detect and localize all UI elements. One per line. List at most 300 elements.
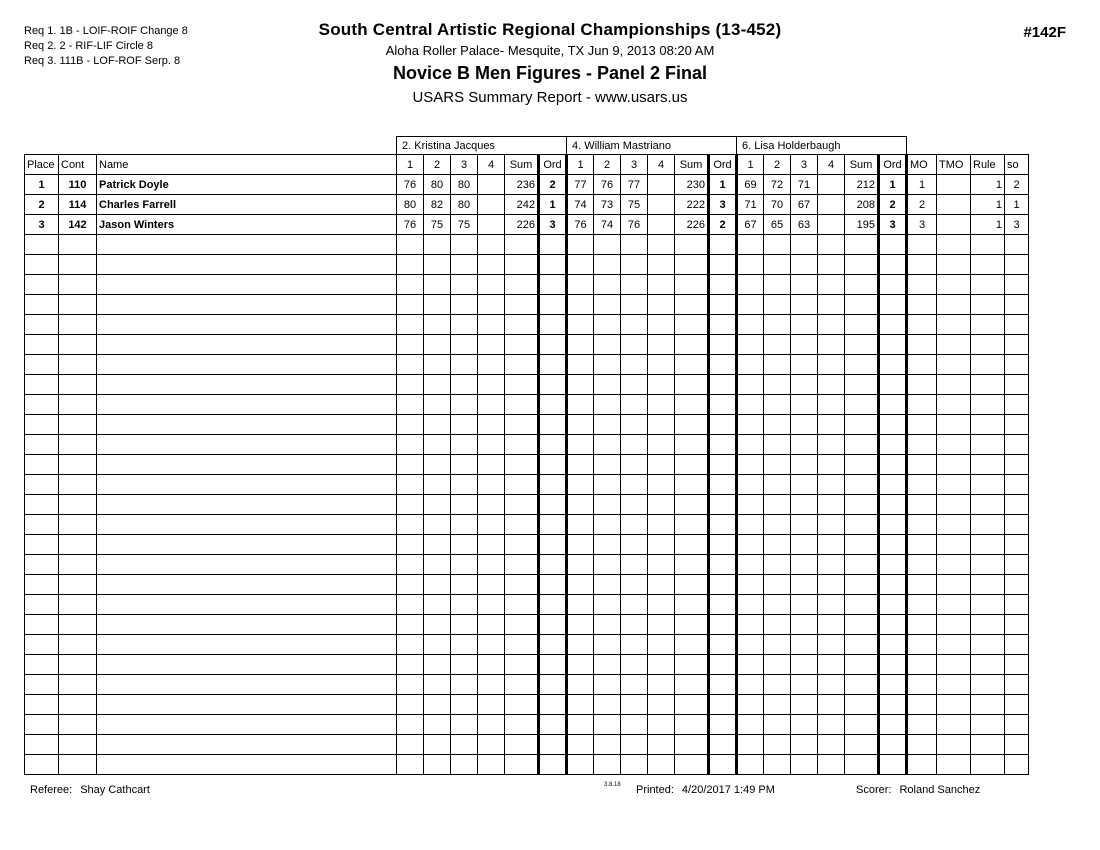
empty-cell: [1005, 715, 1029, 735]
empty-cell: [621, 695, 648, 715]
empty-cell: [764, 255, 791, 275]
empty-cell: [845, 455, 879, 475]
empty-ord-cell: [539, 755, 567, 775]
empty-cell: [675, 275, 709, 295]
col-header-4: 4: [818, 155, 845, 175]
empty-cell: [397, 595, 424, 615]
empty-cell: [59, 715, 97, 735]
empty-row: [25, 535, 1029, 555]
empty-cell: [675, 515, 709, 535]
referee-name: Shay Cathcart: [80, 784, 150, 796]
ord-cell: 2: [879, 195, 907, 215]
empty-cell: [937, 275, 971, 295]
cont-cell: 114: [59, 195, 97, 215]
empty-cell: [59, 655, 97, 675]
judge-row-spacer-left: [25, 137, 397, 155]
empty-ord-cell: [539, 675, 567, 695]
sum-cell: 222: [675, 195, 709, 215]
empty-cell: [737, 335, 764, 355]
empty-cell: [907, 395, 937, 415]
empty-cell: [397, 395, 424, 415]
empty-cell: [648, 335, 675, 355]
mo-cell: 1: [907, 175, 937, 195]
place-cell: 2: [25, 195, 59, 215]
empty-ord-cell: [879, 455, 907, 475]
empty-cell: [594, 495, 621, 515]
empty-cell: [764, 275, 791, 295]
empty-cell: [621, 335, 648, 355]
empty-cell: [451, 675, 478, 695]
empty-cell: [791, 755, 818, 775]
empty-cell: [25, 595, 59, 615]
empty-cell: [648, 675, 675, 695]
empty-cell: [594, 655, 621, 675]
score-cell: 77: [567, 175, 594, 195]
empty-cell: [1005, 535, 1029, 555]
empty-cell: [648, 415, 675, 435]
empty-cell: [907, 315, 937, 335]
col-header-3: 3: [451, 155, 478, 175]
empty-cell: [397, 715, 424, 735]
empty-cell: [567, 535, 594, 555]
empty-ord-cell: [539, 355, 567, 375]
empty-cell: [764, 675, 791, 695]
empty-cell: [907, 755, 937, 775]
empty-ord-cell: [709, 295, 737, 315]
empty-ord-cell: [539, 475, 567, 495]
empty-ord-cell: [879, 395, 907, 415]
empty-cell: [59, 355, 97, 375]
mo-cell: 3: [907, 215, 937, 235]
event-number: #142F: [1023, 24, 1066, 41]
empty-cell: [737, 495, 764, 515]
empty-cell: [451, 415, 478, 435]
empty-cell: [675, 435, 709, 455]
empty-ord-cell: [539, 735, 567, 755]
empty-cell: [818, 475, 845, 495]
column-header-row: [25, 155, 1029, 175]
empty-cell: [594, 435, 621, 455]
empty-cell: [478, 275, 505, 295]
empty-ord-cell: [709, 475, 737, 495]
empty-cell: [397, 675, 424, 695]
empty-cell: [25, 695, 59, 715]
empty-cell: [737, 275, 764, 295]
empty-cell: [59, 235, 97, 255]
empty-ord-cell: [709, 735, 737, 755]
empty-cell: [505, 455, 539, 475]
empty-ord-cell: [539, 335, 567, 355]
empty-cell: [25, 555, 59, 575]
empty-cell: [424, 675, 451, 695]
empty-cell: [818, 555, 845, 575]
empty-cell: [451, 635, 478, 655]
empty-ord-cell: [879, 335, 907, 355]
empty-cell: [764, 655, 791, 675]
score-cell: [648, 175, 675, 195]
empty-ord-cell: [879, 415, 907, 435]
empty-cell: [845, 515, 879, 535]
empty-cell: [25, 235, 59, 255]
empty-cell: [594, 395, 621, 415]
empty-cell: [818, 635, 845, 655]
empty-cell: [59, 475, 97, 495]
empty-ord-cell: [539, 295, 567, 315]
empty-cell: [424, 435, 451, 455]
empty-ord-cell: [539, 635, 567, 655]
empty-cell: [621, 715, 648, 735]
empty-cell: [594, 715, 621, 735]
empty-row: [25, 635, 1029, 655]
empty-ord-cell: [879, 475, 907, 495]
empty-cell: [907, 435, 937, 455]
empty-cell: [937, 315, 971, 335]
empty-cell: [25, 675, 59, 695]
empty-cell: [424, 395, 451, 415]
empty-cell: [424, 375, 451, 395]
empty-cell: [845, 575, 879, 595]
empty-cell: [648, 255, 675, 275]
empty-cell: [397, 735, 424, 755]
empty-cell: [764, 475, 791, 495]
empty-cell: [59, 675, 97, 695]
empty-cell: [594, 555, 621, 575]
empty-ord-cell: [879, 755, 907, 775]
empty-cell: [764, 355, 791, 375]
score-cell: 73: [594, 195, 621, 215]
empty-cell: [907, 355, 937, 375]
empty-cell: [737, 235, 764, 255]
empty-cell: [505, 495, 539, 515]
score-cell: 76: [594, 175, 621, 195]
empty-ord-cell: [539, 375, 567, 395]
empty-ord-cell: [879, 375, 907, 395]
empty-cell: [937, 595, 971, 615]
col-header-4: 4: [478, 155, 505, 175]
empty-ord-cell: [709, 335, 737, 355]
empty-ord-cell: [539, 615, 567, 635]
empty-ord-cell: [709, 635, 737, 655]
empty-cell: [567, 435, 594, 455]
empty-cell: [791, 435, 818, 455]
empty-row: [25, 235, 1029, 255]
empty-cell: [59, 295, 97, 315]
empty-cell: [675, 495, 709, 515]
empty-cell: [907, 255, 937, 275]
empty-cell: [505, 675, 539, 695]
empty-cell: [25, 735, 59, 755]
empty-cell: [845, 235, 879, 255]
empty-cell: [971, 315, 1005, 335]
empty-cell: [451, 615, 478, 635]
empty-cell: [937, 355, 971, 375]
empty-cell: [791, 535, 818, 555]
empty-cell: [97, 335, 397, 355]
empty-cell: [907, 335, 937, 355]
col-header-sum: Sum: [505, 155, 539, 175]
empty-cell: [648, 755, 675, 775]
empty-cell: [97, 715, 397, 735]
empty-ord-cell: [539, 555, 567, 575]
col-header-1: 1: [737, 155, 764, 175]
empty-cell: [907, 415, 937, 435]
empty-cell: [451, 715, 478, 735]
venue-date-line: Aloha Roller Palace- Mesquite, TX Jun 9, 2013 08:20 AM: [385, 43, 715, 58]
empty-ord-cell: [709, 655, 737, 675]
empty-cell: [59, 255, 97, 275]
empty-cell: [764, 315, 791, 335]
empty-cell: [97, 295, 397, 315]
empty-cell: [478, 255, 505, 275]
empty-cell: [59, 555, 97, 575]
score-cell: 75: [621, 195, 648, 215]
empty-cell: [971, 375, 1005, 395]
empty-cell: [791, 715, 818, 735]
empty-cell: [621, 235, 648, 255]
score-cell: [818, 175, 845, 195]
empty-ord-cell: [539, 595, 567, 615]
empty-cell: [791, 255, 818, 275]
empty-cell: [791, 415, 818, 435]
empty-cell: [971, 555, 1005, 575]
empty-cell: [818, 235, 845, 255]
empty-cell: [648, 575, 675, 595]
empty-cell: [451, 475, 478, 495]
empty-cell: [737, 455, 764, 475]
printed-line: [636, 784, 775, 796]
empty-cell: [594, 355, 621, 375]
empty-cell: [59, 495, 97, 515]
empty-cell: [648, 375, 675, 395]
empty-cell: [397, 495, 424, 515]
empty-cell: [567, 295, 594, 315]
empty-cell: [1005, 375, 1029, 395]
score-cell: [648, 215, 675, 235]
empty-cell: [451, 335, 478, 355]
empty-cell: [971, 515, 1005, 535]
sum-cell: 195: [845, 215, 879, 235]
empty-ord-cell: [539, 315, 567, 335]
empty-ord-cell: [539, 655, 567, 675]
col-header-ord: Ord: [539, 155, 567, 175]
empty-cell: [397, 515, 424, 535]
empty-cell: [764, 595, 791, 615]
empty-cell: [675, 315, 709, 335]
empty-cell: [97, 555, 397, 575]
empty-cell: [97, 375, 397, 395]
ord-cell: 1: [879, 175, 907, 195]
empty-cell: [675, 575, 709, 595]
empty-cell: [594, 515, 621, 535]
empty-cell: [594, 635, 621, 655]
empty-cell: [818, 435, 845, 455]
empty-cell: [424, 615, 451, 635]
empty-cell: [818, 255, 845, 275]
empty-ord-cell: [539, 415, 567, 435]
empty-cell: [648, 275, 675, 295]
empty-cell: [971, 675, 1005, 695]
empty-cell: [648, 555, 675, 575]
empty-cell: [971, 355, 1005, 375]
empty-cell: [424, 555, 451, 575]
col-header-1: 1: [567, 155, 594, 175]
empty-cell: [505, 375, 539, 395]
empty-cell: [97, 755, 397, 775]
empty-cell: [845, 395, 879, 415]
empty-ord-cell: [879, 555, 907, 575]
empty-cell: [675, 375, 709, 395]
empty-cell: [818, 395, 845, 415]
empty-cell: [478, 555, 505, 575]
empty-cell: [1005, 755, 1029, 775]
report-header: [0, 20, 1100, 106]
empty-cell: [397, 615, 424, 635]
empty-cell: [621, 615, 648, 635]
empty-cell: [845, 755, 879, 775]
empty-cell: [907, 295, 937, 315]
empty-cell: [567, 275, 594, 295]
empty-cell: [25, 315, 59, 335]
empty-cell: [937, 655, 971, 675]
empty-cell: [1005, 335, 1029, 355]
empty-cell: [451, 315, 478, 335]
empty-cell: [764, 735, 791, 755]
empty-cell: [59, 415, 97, 435]
empty-ord-cell: [709, 675, 737, 695]
empty-cell: [737, 735, 764, 755]
empty-ord-cell: [879, 575, 907, 595]
empty-cell: [97, 635, 397, 655]
empty-cell: [397, 475, 424, 495]
empty-cell: [907, 515, 937, 535]
empty-cell: [971, 635, 1005, 655]
empty-cell: [424, 535, 451, 555]
empty-ord-cell: [879, 655, 907, 675]
empty-cell: [818, 415, 845, 435]
empty-ord-cell: [879, 715, 907, 735]
empty-cell: [424, 755, 451, 775]
score-cell: 80: [451, 195, 478, 215]
col-header-3: 3: [791, 155, 818, 175]
empty-cell: [451, 295, 478, 315]
empty-cell: [937, 515, 971, 535]
score-cell: 75: [451, 215, 478, 235]
score-cell: [478, 175, 505, 195]
empty-cell: [25, 255, 59, 275]
empty-cell: [971, 715, 1005, 735]
col-header-place: Place: [25, 155, 59, 175]
empty-cell: [478, 495, 505, 515]
col-header-so: so: [1005, 155, 1029, 175]
empty-cell: [971, 755, 1005, 775]
empty-cell: [1005, 495, 1029, 515]
empty-cell: [505, 335, 539, 355]
score-cell: 72: [764, 175, 791, 195]
empty-cell: [478, 615, 505, 635]
empty-cell: [907, 655, 937, 675]
empty-cell: [675, 455, 709, 475]
empty-cell: [818, 535, 845, 555]
empty-cell: [621, 735, 648, 755]
empty-ord-cell: [879, 635, 907, 655]
empty-cell: [764, 455, 791, 475]
score-cell: 80: [397, 195, 424, 215]
empty-cell: [567, 595, 594, 615]
empty-cell: [25, 575, 59, 595]
empty-cell: [397, 415, 424, 435]
empty-row: [25, 675, 1029, 695]
empty-cell: [791, 355, 818, 375]
empty-cell: [971, 695, 1005, 715]
score-cell: 70: [764, 195, 791, 215]
empty-cell: [818, 575, 845, 595]
empty-cell: [675, 235, 709, 255]
name-cell: Patrick Doyle: [97, 175, 397, 195]
score-cell: [648, 195, 675, 215]
mo-cell: 2: [907, 195, 937, 215]
empty-cell: [791, 455, 818, 475]
empty-cell: [567, 515, 594, 535]
empty-cell: [971, 435, 1005, 455]
score-cell: 80: [424, 175, 451, 195]
empty-cell: [478, 575, 505, 595]
empty-row: [25, 375, 1029, 395]
requirement-line: Req 1. 1B - LOIF-ROIF Change 8: [24, 25, 188, 37]
empty-cell: [791, 335, 818, 355]
empty-cell: [764, 395, 791, 415]
empty-cell: [451, 455, 478, 475]
empty-cell: [621, 475, 648, 495]
empty-cell: [505, 515, 539, 535]
score-cell: 76: [397, 175, 424, 195]
empty-cell: [424, 475, 451, 495]
empty-cell: [791, 675, 818, 695]
empty-ord-cell: [709, 375, 737, 395]
empty-cell: [937, 395, 971, 415]
empty-cell: [907, 695, 937, 715]
empty-cell: [621, 655, 648, 675]
empty-cell: [97, 515, 397, 535]
empty-cell: [97, 535, 397, 555]
empty-cell: [505, 435, 539, 455]
empty-cell: [818, 315, 845, 335]
ord-cell: 3: [709, 195, 737, 215]
empty-cell: [567, 475, 594, 495]
empty-ord-cell: [879, 255, 907, 275]
empty-ord-cell: [539, 535, 567, 555]
empty-cell: [937, 375, 971, 395]
empty-cell: [737, 755, 764, 775]
score-cell: 76: [397, 215, 424, 235]
empty-cell: [791, 575, 818, 595]
empty-cell: [97, 615, 397, 635]
empty-cell: [648, 435, 675, 455]
empty-cell: [97, 235, 397, 255]
col-header-2: 2: [424, 155, 451, 175]
empty-ord-cell: [539, 395, 567, 415]
empty-cell: [937, 335, 971, 355]
empty-cell: [937, 715, 971, 735]
empty-cell: [25, 275, 59, 295]
empty-cell: [567, 575, 594, 595]
empty-cell: [937, 735, 971, 755]
empty-cell: [505, 755, 539, 775]
empty-cell: [907, 635, 937, 655]
result-row: [25, 195, 1029, 215]
empty-cell: [937, 295, 971, 315]
empty-cell: [1005, 235, 1029, 255]
empty-cell: [764, 555, 791, 575]
